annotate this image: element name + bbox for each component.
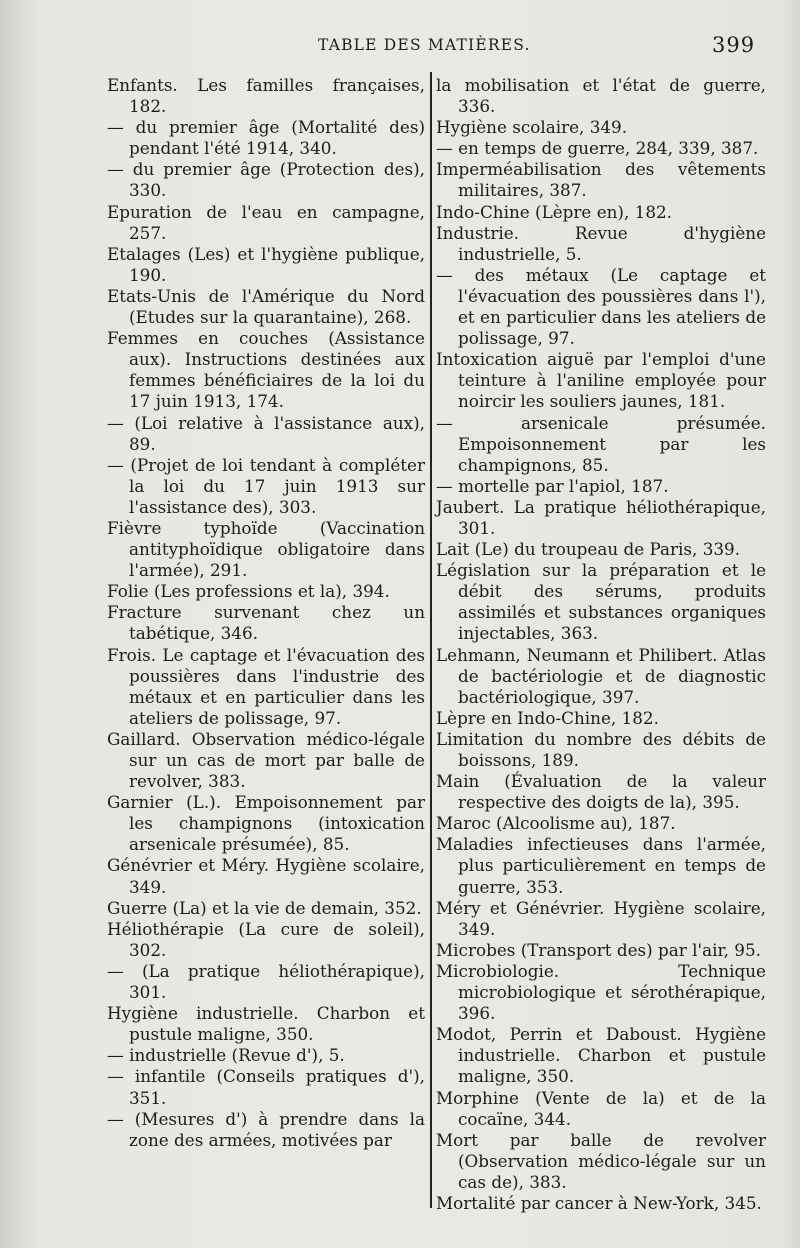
index-entry: — (Projet de loi tendant à compléter la loi du 17 juin 1913 sur l'assistance des), 303. xyxy=(107,454,425,517)
index-entry: Microbes (Transport des) par l'air, 95. xyxy=(436,939,761,960)
index-entry: Gaillard. Observation médico-légale sur un cas de mort par balle de revolver, 383. xyxy=(107,728,425,792)
page-number: 399 xyxy=(712,33,756,57)
index-entry: Héliothérapie (La cure de soleil), 302. xyxy=(107,918,425,960)
index-entry: Folie (Les professions et la), 394. xyxy=(107,581,390,602)
index-entry: la mobilisation et l'état de guerre, 336. xyxy=(436,75,766,117)
index-entry: Frois. Le captage et l'évacuation des poussières dans l'industrie des métaux et en particulier dans les ateliers de polissage, 97. xyxy=(107,644,425,728)
index-entry: — mortelle par l'apiol, 187. xyxy=(436,475,669,496)
index-entry: Guerre (La) et la vie de demain, 352. xyxy=(107,897,422,918)
index-entry: — industrielle (Revue d'), 5. xyxy=(107,1045,345,1066)
right-column xyxy=(436,75,766,1214)
page-header xyxy=(0,33,800,66)
index-entry: Maroc (Alcoolisme au), 187. xyxy=(436,813,676,834)
index-entry: — infantile (Conseils pratiques d'), 351. xyxy=(107,1066,425,1108)
index-entry: — du premier âge (Mortalité des) pendant l'été 1914, 340. xyxy=(107,117,425,159)
index-entry: Fracture survenant chez un tabétique, 346. xyxy=(107,602,425,644)
index-entry: — (Loi relative à l'assistance aux), 89. xyxy=(107,412,425,454)
index-entry: Mort par balle de revolver (Observation médico-légale sur un cas de), 383. xyxy=(436,1129,766,1192)
index-entry: Lèpre en Indo-Chine, 182. xyxy=(436,707,659,728)
index-entry: Main (Évaluation de la valeur respective des doigts de la), 395. xyxy=(436,771,766,813)
index-entry: Intoxication aiguë par l'emploi d'une teinture à l'aniline employée pour noircir les souliers jaunes, 181. xyxy=(436,349,766,412)
index-entry: Femmes en couches (Assistance aux). Instructions destinées aux femmes bénéficiaires de la loi du 17 juin 1913, 174. xyxy=(107,328,425,412)
index-entry: Microbiologie. Technique microbiologique et sérothérapique, 396. xyxy=(436,960,766,1024)
running-title: TABLE DES MATIÈRES. xyxy=(318,36,531,54)
index-entry: Imperméabilisation des vêtements militaires, 387. xyxy=(436,159,766,201)
index-entry: Enfants. Les familles françaises, 182. xyxy=(107,75,425,117)
index-entry: Fièvre typhoïde (Vaccination antityphoïdique obligatoire dans l'armée), 291. xyxy=(107,517,425,581)
index-entry: Etalages (Les) et l'hygiène publique, 190. xyxy=(107,243,425,285)
index-entry: Limitation du nombre des débits de boissons, 189. xyxy=(436,728,766,770)
index-entry: Industrie. Revue d'hygiène industrielle, 5. xyxy=(436,222,766,264)
index-entry: Indo-Chine (Lèpre en), 182. xyxy=(436,201,673,222)
index-entry: Garnier (L.). Empoisonnement par les champignons (intoxication arsenicale présumée), 85. xyxy=(107,792,425,855)
index-entry: Epuration de l'eau en campagne, 257. xyxy=(107,201,425,243)
index-entry: Génévrier et Méry. Hygiène scolaire, 349. xyxy=(107,855,425,897)
index-entry: — en temps de guerre, 284, 339, 387. xyxy=(436,138,759,159)
column-divider xyxy=(430,72,432,1208)
index-entry: Etats-Unis de l'Amérique du Nord (Etudes sur la quarantaine), 268. xyxy=(107,285,425,328)
index-entry: Lait (Le) du troupeau de Paris, 339. xyxy=(436,539,741,560)
index-entry: Législation sur la préparation et le débit des sérums, produits assimilés et substances organiques injectables, 363. xyxy=(436,560,766,644)
index-entry: — (La pratique héliothérapique), 301. xyxy=(107,960,425,1003)
index-entry: Modot, Perrin et Daboust. Hygiène industrielle. Charbon et pustule maligne, 350. xyxy=(436,1024,766,1087)
index-entry: Hygiène industrielle. Charbon et pustule maligne, 350. xyxy=(107,1003,425,1045)
index-entry: Hygiène scolaire, 349. xyxy=(436,117,628,138)
index-entry: Méry et Génévrier. Hygiène scolaire, 349. xyxy=(436,897,766,939)
index-entry: — arsenicale présumée. Empoisonnement par les champignons, 85. xyxy=(436,412,766,475)
index-entry: Morphine (Vente de la) et de la cocaïne, 344. xyxy=(436,1087,766,1129)
left-column xyxy=(107,75,425,1151)
index-entry: Lehmann, Neumann et Philibert. Atlas de bactériologie et de diagnostic bactériologique, 397. xyxy=(436,644,766,707)
index-entry: — du premier âge (Protection des), 330. xyxy=(107,159,425,201)
index-entry: Mortalité par cancer à New-York, 345. xyxy=(436,1192,762,1213)
index-entry: Jaubert. La pratique héliothérapique, 301. xyxy=(436,496,766,538)
index-entry: — (Mesures d') à prendre dans la zone des armées, motivées par xyxy=(107,1108,425,1150)
index-entry: — des métaux (Le captage et l'évacuation des poussières dans l'), et en particulier dans les ateliers de polissage, 97. xyxy=(436,264,766,349)
index-entry: Maladies infectieuses dans l'armée, plus particulièrement en temps de guerre, 353. xyxy=(436,834,766,897)
